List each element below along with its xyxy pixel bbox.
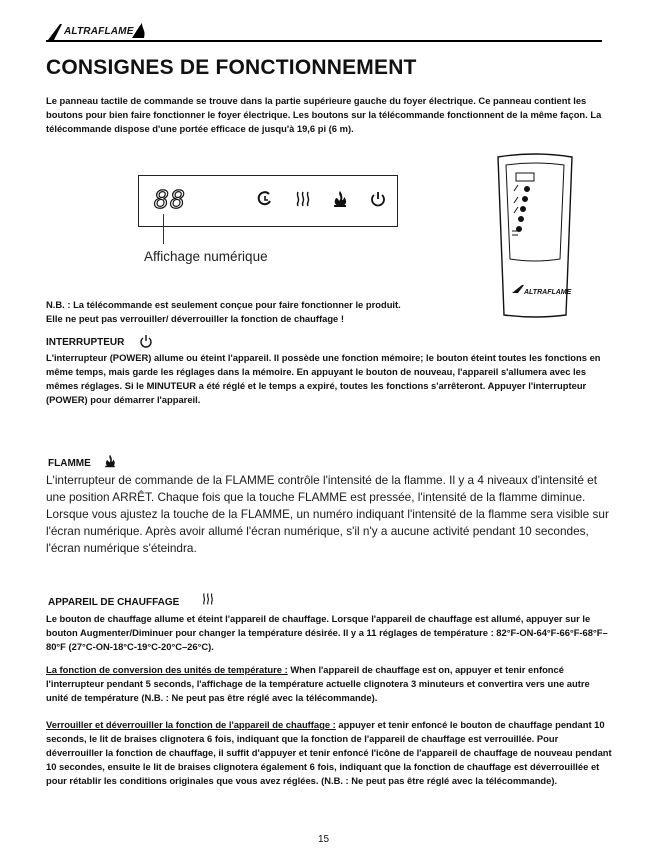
chauffage-paragraph: Le bouton de chauffage allume et éteint l'appareil de chauffage. Lorsque l'appareil de chauffage est allumé, appuyer sur le bouton Augmenter/Diminuer pour changer la température désirée. Il y a 11 réglages de température : 82°F-ON-64°F-66°F-68°F–80°F (27°C-ON-18°C-19°C-20°C–26°C). <box>46 613 608 652</box>
display-leader-line <box>163 214 164 244</box>
remote-note-line1: N.B. : La télécommande est seulement conçue pour faire fonctionner le produit. <box>46 299 401 310</box>
remote-control-illustration <box>494 151 576 321</box>
timer-icon <box>256 190 274 208</box>
interrupteur-heading-label: INTERRUPTEUR <box>46 337 125 348</box>
header-rule <box>46 40 602 42</box>
power-icon <box>139 334 153 348</box>
lock-paragraph <box>46 718 612 788</box>
chauffage-heading-label: APPAREIL DE CHAUFFAGE <box>48 597 180 608</box>
page-number: 15 <box>318 834 330 845</box>
chauffage-heading <box>48 597 179 608</box>
remote-note <box>46 298 466 326</box>
flamme-heading <box>48 458 91 469</box>
conversion-body: When l'appareil de chauffage est on, appuyer et tenir enfoncé l'interrupteur pendant 5 seconds, l'affichage de la température actuelle clignotera 3 minuteurs et convertira vers une autre unité de température (N.B. : Ne peut pas être réglé avec la télécommande). <box>46 664 590 703</box>
power-icon <box>369 190 387 208</box>
conversion-label: La fonction de conversion des unités de température : <box>46 664 288 675</box>
remote-brand: ALTRAFLAME <box>524 289 572 296</box>
flamme-heading-label: FLAMME <box>48 458 91 469</box>
interrupteur-heading <box>46 337 124 348</box>
heat-icon <box>201 592 215 606</box>
intro-paragraph: Le panneau tactile de commande se trouve dans la partie supérieure gauche du foyer électrique. Ce panneau contient les boutons pour bien faire fonctionner le foyer électrique. Les boutons sur la télécommande fonctionnent de la même façon. La télécommande dispose d'une portée efficace de jusqu'à 19,6 pi (6 m). <box>46 95 602 134</box>
interrupteur-paragraph: L'interrupteur (POWER) allume ou éteint l'appareil. Il possède une fonction mémoire; le bouton éteint toutes les fonctions en même temps, mais garde les réglages dans la mémoire. En appuyant le bouton de nouveau, l'appareil s'allumera avec les mêmes réglages. Si le MINUTEUR a été réglé et le temps a expiré, toutes les fonctions s'arrêteront. Appuyer l'interrupteur (POWER) pour démarrer l'appareil. <box>46 352 601 405</box>
display-label: Affichage numérique <box>144 249 268 264</box>
heat-icon <box>294 190 312 208</box>
conversion-paragraph <box>46 663 612 705</box>
lock-label: Verrouiller et déverrouiller la fonction de l'appareil de chauffage : <box>46 719 336 730</box>
page-title: CONSIGNES DE FONCTIONNEMENT <box>46 56 417 79</box>
digital-display: 88 <box>154 185 187 214</box>
flame-icon <box>103 454 117 468</box>
lock-body: appuyer et tenir enfoncé le bouton de chauffage pendant 10 seconds, le lit de braises clignotera 6 fois, indiquant que la fonction de l'appareil de chauffage est verrouillée. Pour déverrouiller la fonction de chauffage, il suffit d'appuyer et tenir enfoncé l'icône de l'appareil de chauffage de nouveau pendant 10 secondes, ensuite le lit de braises clignotera également 6 fois, indiquant que la fonction de chauffage est déverrouillée et pour rétablir les conditions originales que vous avez réglées. (N.B. : Ne peut pas être réglé avec la télécommande). <box>46 719 612 786</box>
remote-note-line2: Elle ne peut pas verrouiller/ déverrouiller la fonction de chauffage ! <box>46 313 344 324</box>
flame-icon <box>331 190 349 208</box>
brand-name: ALTRAFLAME <box>64 26 134 37</box>
flamme-paragraph: L'interrupteur de commande de la FLAMME contrôle l'intensité de la flamme. Il y a 4 niveaux d'intensité et une position ARRÊT. Chaque fois que la touche FLAMME est pressée, l'intensité de la flamme diminue. Lorsque vous ajustez la touche de la FLAMME, un numéro indiquant l'intensité de la flamme sera visible sur l'écran numérique. Après avoir allumé l'écran numérique, s'il n'y a aucune activité pendant 10 secondes, l'écran numérique s'éteindra. <box>46 473 609 555</box>
